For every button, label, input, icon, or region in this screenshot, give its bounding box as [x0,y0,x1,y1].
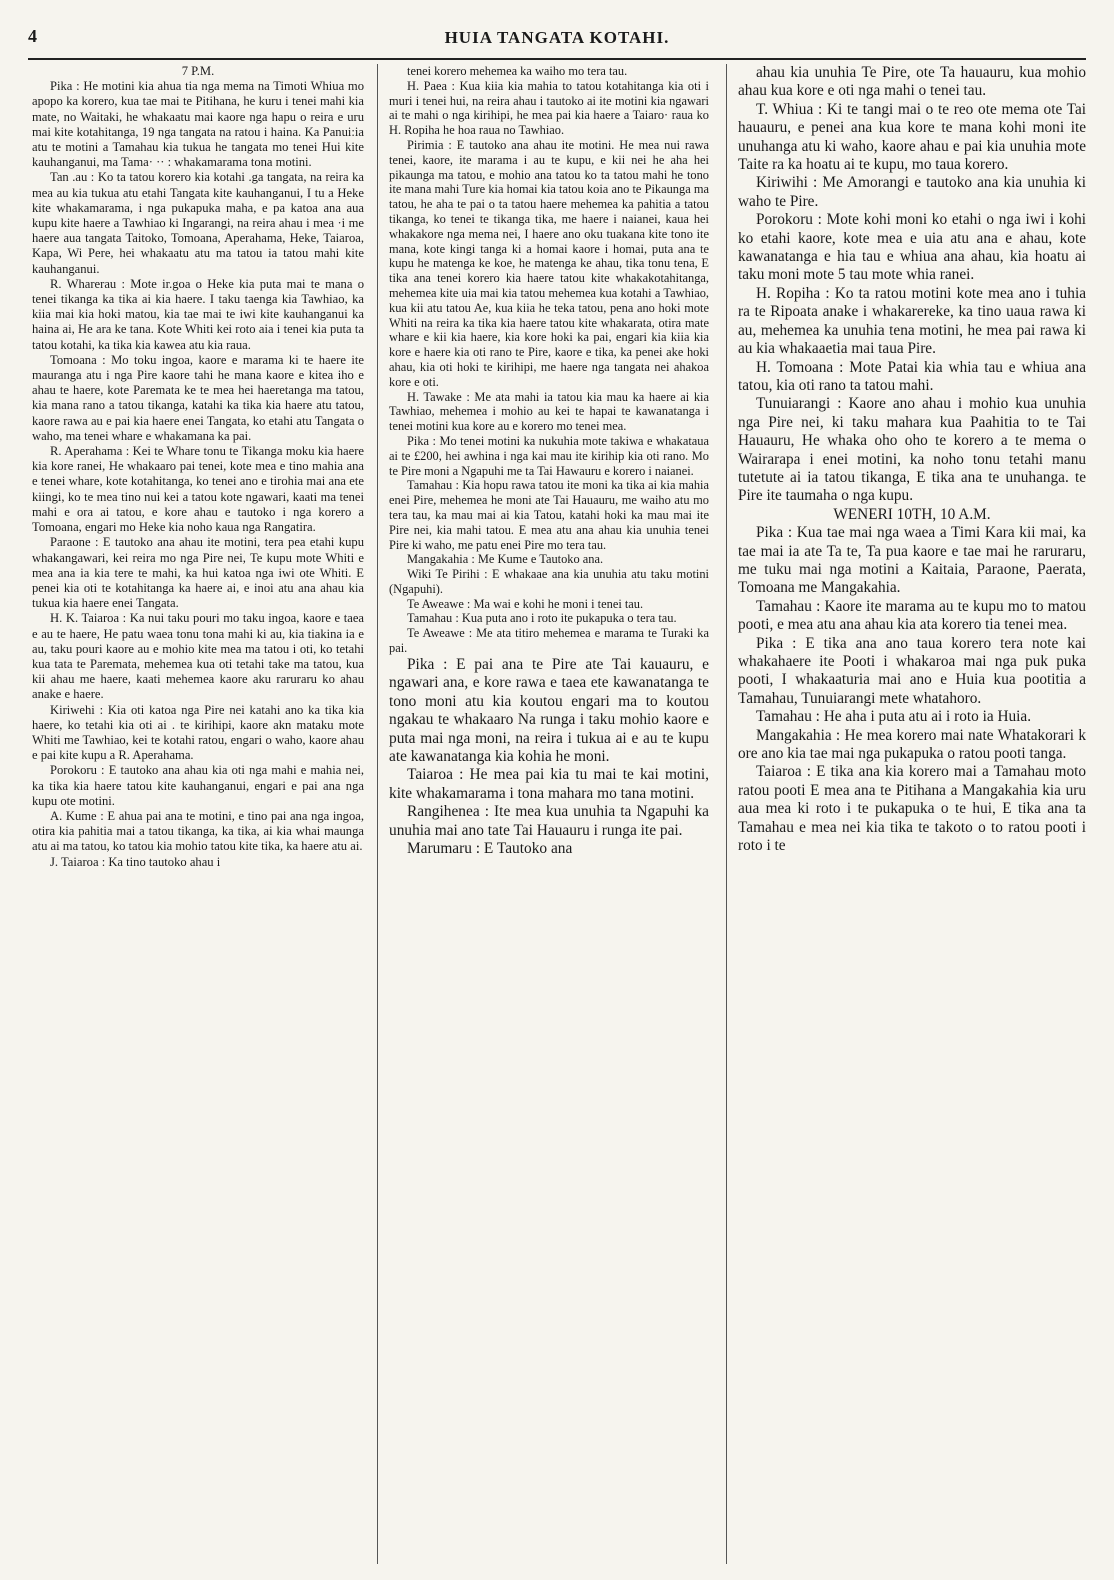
paragraph: J. Taiaroa : Ka tino tautoko ahau i [50,854,221,869]
page-header [28,26,1086,56]
paragraph: Pika : E tika ana ano taua korero tera note kai whakahaere ite Pooti i whakaroa mai nga puk puka pooti, I whakaaturia mai ano e Huia kua pootitia a Tamahau, Tunuiarangi mete whatahoro. [738,634,1086,707]
paragraph: Porokoru : E tautoko ana ahau kia oti nga mahi e mahia nei, ka tika kia haere tatou kite kauhanganui, engari e pai ana nga kupu ote motini. [32,763,364,808]
paragraph: Te Aweawe : Ma wai e kohi he moni i tenei tau. [407,596,644,611]
paragraph: tenei korero mehemea ka waiho mo tera tau. [407,64,628,78]
paragraph: Tomoana : Mo toku ingoa, kaore e marama ki te haere ite mauranga atu i nga Pire kaore tahi he mana kaore e kitea iho e ahau te haere, kote Paremata ke te mea hei haeretanga ma tatou, kia mana rano a tatou tikanga, katahi ka tika kia haere atu tatou, kaore rawa au e pai kia haere enei Tangata, ko etahi atu Tangata o waho, ma tenei whare e whakamana ka pai. [32,352,364,443]
paragraph: R. Aperahama : Kei te Whare tonu te Tikanga moku kia haere kia kore ranei, He whakaaro pai tenei, kote mea e tino mahia ana e tenei whare, kote kotahitanga, ko tenei ano e tirohia mai ana ete kiingi, ko te mea tino nui kei a tatou kote ngawari, kaati ma tenei mahi e ora ai tatou, e kore ahau e tautoko i nga korero a Tomoana, engari mo Heke kia noho kaua nga Rangatira. [32,444,364,535]
paragraph: Kiriwehi : Kia oti katoa nga Pire nei katahi ano ka tika kia haere, ko tetahi kia oti ai . te kirihipi, kaore akn mataku mote Whiti me Tawhiao, kei te kotahi ratou, engari o waho, kaore ahau e pai kite kupu a R. Aperahama. [32,702,364,763]
paragraph: Taiaroa : E tika ana kia korero mai a Tamahau moto ratou pooti E mea ana te Pitihana a Mangakahia kia uru aua mea ki roto i te pukapuka o te hui, E tika ana ta Tamahau e mea nei kia tika te takoto o to ratou pooti i roto i te [738,763,1086,855]
paragraph: Porokoru : Mote kohi moni ko etahi o nga iwi i kohi ko etahi kaore, kote mea e uia atu ana e ahau, kote kawanatanga e hia tau e whiua ana ahau, kia hoatu ai taku moni mote 5 tau mote whia ranei. [738,211,1086,284]
paragraph: Tamahau : Kua puta ano i roto ite pukapuka o tera tau. [407,611,677,626]
paragraph: Marumaru : E Tautoko ana [407,839,573,857]
paragraph: Te Aweawe : Me ata titiro mehemea e marama te Turaki ka pai. [389,626,709,656]
paragraph: Kiriwihi : Me Amorangi e tautoko ana kia unuhia ki waho te Pire. [738,174,1086,210]
paragraph: Tunuiarangi : Kaore ano ahau i mohio kua unuhia nga Pire nei, ki taku mahara kua Paahitia to te Tai Hauauru, He whaka oho oho te korero a te mema o Wairarapa i enei motini, ka noho tonu tetahi manu tutetute ai ia tatou tikanga, E tika ana te unuhanga. te Pire ite taumaha o nga kupu. [738,395,1086,505]
section-heading: 7 P.M. [181,64,215,78]
paragraph: Taiaroa : He mea pai kia tu mai te kai motini, kite whakamarama i tona mahara mo tana motini. [389,766,709,802]
text-column-1 [32,64,364,1570]
text-column-3 [738,64,1086,1570]
paragraph: H. Paea : Kua kiia kia mahia to tatou kotahitanga kia oti i muri i tenei hui, na reira ahau i tautoko ai ite motini kia ngawari ai te mahi o nga kirihipi, he mea pai kia haere a Taiaro· raua ko H. Ropiha he hoa raua no Tawhiao. [389,78,709,138]
paragraph: Pirimia : E tautoko ana ahau ite motini. He mea nui rawa tenei, kaore, ite marama i au te kupu, e kii nei he aha hei pikaunga ma tatou, e mohio ana tatou ko ta tatou mahi he tono ite mana mahi Ture kia homai kia tatou koia ano te Pikaunga ma tatou, he aha te pai o ta tatou haere mehemea ka pahitia a tatou tikanga, ko tenei te tikanga tika, me haere i naianei, kaua hei whakakore nga mema nei, I haere ano oku tuakana kite tono ite mana, kote kingi tanga ki a homai kaore i homai, puta ana te kupu he matenga ke koe, he matenga ke ahau, tika tonu tena, E tika ana tenei korero kia haere tatou kite whakakotahitanga, mehemea kite uia mai kia tatou mehemea kua kotahi a Tawhiao, kua kii atu tatou Ae, kua kiia he teka tatou, pena ano hoki mote Whiti na reira ka tika kia haere tatou kite whakarata, otira mate whare e kii kia haere, kia kore hoki ka pai, engari kia kiia kia kore e haere kia oti rano te Pire, kaore e tika, ka penei ake hoki ahau, kia oti hoki te kirihipi, me haere nga tangata nei ahakoa kore e oti. [389,137,709,389]
header-rule [28,58,1086,60]
newspaper-title: HUIA TANGATA KOTAHI. [444,28,670,47]
paragraph: T. Whiua : Ki te tangi mai o te reo ote mema ote Tai hauauru, e penei ana kua kore te mana kohi moni ite unuhanga atu ki waho, kaore ahau e pai kia unuhia mote Taite ra ka hoatu ai te kupu, mo taua korero. [738,100,1086,174]
paragraph: Mangakahia : He mea korero mai nate Whatakorari k ore ano kia tae mai nga pukapuka o ratou pooti tanga. [738,726,1086,763]
section-heading: WENERI 10TH, 10 A.M. [833,505,991,523]
paragraph: Paraone : E tautoko ana ahau ite motini, tera pea etahi kupu whakangawari, kei reira mo nga Pire nei, Te kupu mote Whiti e mea ana ia kia tere te mahi, ka hui katoa nga iwi ote Whiti. E penei kia oti te kotahitanga ka haere ai, e inoi atu ana ahau kia tukua kia haere enei Tangata. [32,535,364,611]
paragraph: Pika : He motini kia ahua tia nga mema na Timoti Whiua mo apopo ka korero, kua tae mai te Pitihana, he kuru i tenei mahi kia mate, no Waitaki, he whakaatu mai kaore nga hapu o reira e uru mai kite kotahitanga, 19 nga tangata na ratou i haina. Ka Panui:ia atu te motini a Tamahau kia tukua he tangata mo tenei Hui kite kauhanganui, ma Tama· ·· : whakamarama tona motini. [32,79,364,170]
paragraph: Tamahau : Kaore ite marama au te kupu mo to matou pooti, e mea atu ana ahau kia ata korero tia tenei mea. [738,597,1086,634]
paragraph: Pika : E pai ana te Pire ate Tai kauauru, e ngawari ana, e kore rawa e taea ete kawanatanga te tono moni atu kia koutou engari ma to koutou ngakau te whakaaro Na runga i taku mohio kaore e puta mai nga moni, na reira i tukua ai e au te kupu ate kawanatanga kia kohia he moni. [389,655,709,765]
paragraph: Rangihenea : Ite mea kua unuhia ta Ngapuhi ka unuhia mai ano tate Tai Hauauru i runga ite pai. [389,803,709,839]
paragraph: Wiki Te Pirihi : E whakaae ana kia unuhia atu taku motini (Ngapuhi). [389,567,709,596]
paragraph: H. K. Taiaroa : Ka nui taku pouri mo taku ingoa, kaore e taea e au te haere, He patu waea tonu tona mahi ki au, kia tiakina ia e au, taku pouri kaore au e mohio kite mea ma tatou i oti, ko tetahi kua tata te Paremata, mehemea kua oti tetahi take ma tatou, kua kii ahau me haere, kaati mehemea kaore aku raruraru ko ahau anake e haere. [32,611,364,702]
page-number: 4 [28,26,37,46]
paragraph: H. Tomoana : Mote Patai kia whia tau e whiua ana tatou, kia oti rano ta tatou mahi. [738,358,1086,394]
paragraph: Tamahau : Kia hopu rawa tatou ite moni ka tika ai kia mahia enei Pire, mehemea he moni ate Tai Hauauru, me waiho atu mo tera tau, ka mau mai ai kia Tatou, katahi hoki ka mau mai ite Pire nei, kia mahi tatou. E mea atu ana ahau kia unuhia tenei Pire ki waho, me patu enei Pire mo tera tau. [389,478,709,552]
column-divider [726,64,727,1564]
paragraph: H. Tawake : Me ata mahi ia tatou kia mau ka haere ai kia Tawhiao, mehemea i mohio au kei te hapai te kawanatanga i tenei motini kua kore au e korero mo tenei mea. [389,389,709,434]
paragraph: Mangakahia : Me Kume e Tautoko ana. [407,552,604,567]
column-divider [377,64,378,1564]
paragraph: Tamahau : He aha i puta atu ai i roto ia Huia. [756,708,1032,726]
paragraph: H. Ropiha : Ko ta ratou motini kote mea ano i tuhia ra te Ripoata anake i whakarereke, ka tino uaua rawa ki au, mehemea ka unuhia tena motini, he mea pai rawa ki au kia whakaaetia mai taua Pire. [738,284,1086,358]
paragraph: A. Kume : E ahua pai ana te motini, e tino pai ana nga ingoa, otira kia pahitia mai a tatou tikanga, ka tika, ai kia whai maunga atu ai ma tatou, ko tatou kia mohio tatou kite tika, ka haere atu ai. [32,808,364,854]
paragraph: ahau kia unuhia Te Pire, ote Ta hauauru, kua mohio ahau kua kore e oti nga mahi o tenei tau. [738,64,1086,100]
paragraph: R. Wharerau : Mote ir.goa o Heke kia puta mai te mana o tenei tikanga ka tika ai kia haere. I taku taenga kia Tawhiao, ka kiia mai kia hoki matou, kia tae mai te iwi kite kauhanganui ka haina ai, He ara ke tana. Kote Whiti kei roto aia i tenei kia puta ta tatou kotahi, ka tika kia kawea atu kia raua. [32,276,364,352]
paragraph: Pika : Mo tenei motini ka nukuhia mote takiwa e whakataua ai te £200, hei awhina i nga kai mau ite kirihip kia oti rano. Mo te Pire moni a Ngapuhi me ta Tai Hawauru e korero i naianei. [389,433,709,478]
paragraph: Tan .au : Ko ta tatou korero kia kotahi .ga tangata, na reira ka mea au kia tukua atu etahi Tangata kite kauhanganui, I tu a Heke kite whakamarama, i nga pukapuka maha, e pa katoa ana aua kupu kite haere a Tawhiao ki Ingarangi, na reira ahau i mea ·i me haere aua tangata Taitoko, Tomoana, Aperahama, Heke, Taiaroa, Kapa, Wi Pere, hei whakaatu atu ma tatou ia tatou mahi kite kauhanganui. [32,170,364,276]
text-column-2 [389,64,709,1570]
paragraph: Pika : Kua tae mai nga waea a Timi Kara kii mai, ka tae mai ia ate Ta te, Ta pua kaore e tae mai he raruraru, me tuku mai nga motini a Kaitaia, Paraone, Paerata, Tomoana me Mangakahia. [738,524,1086,597]
